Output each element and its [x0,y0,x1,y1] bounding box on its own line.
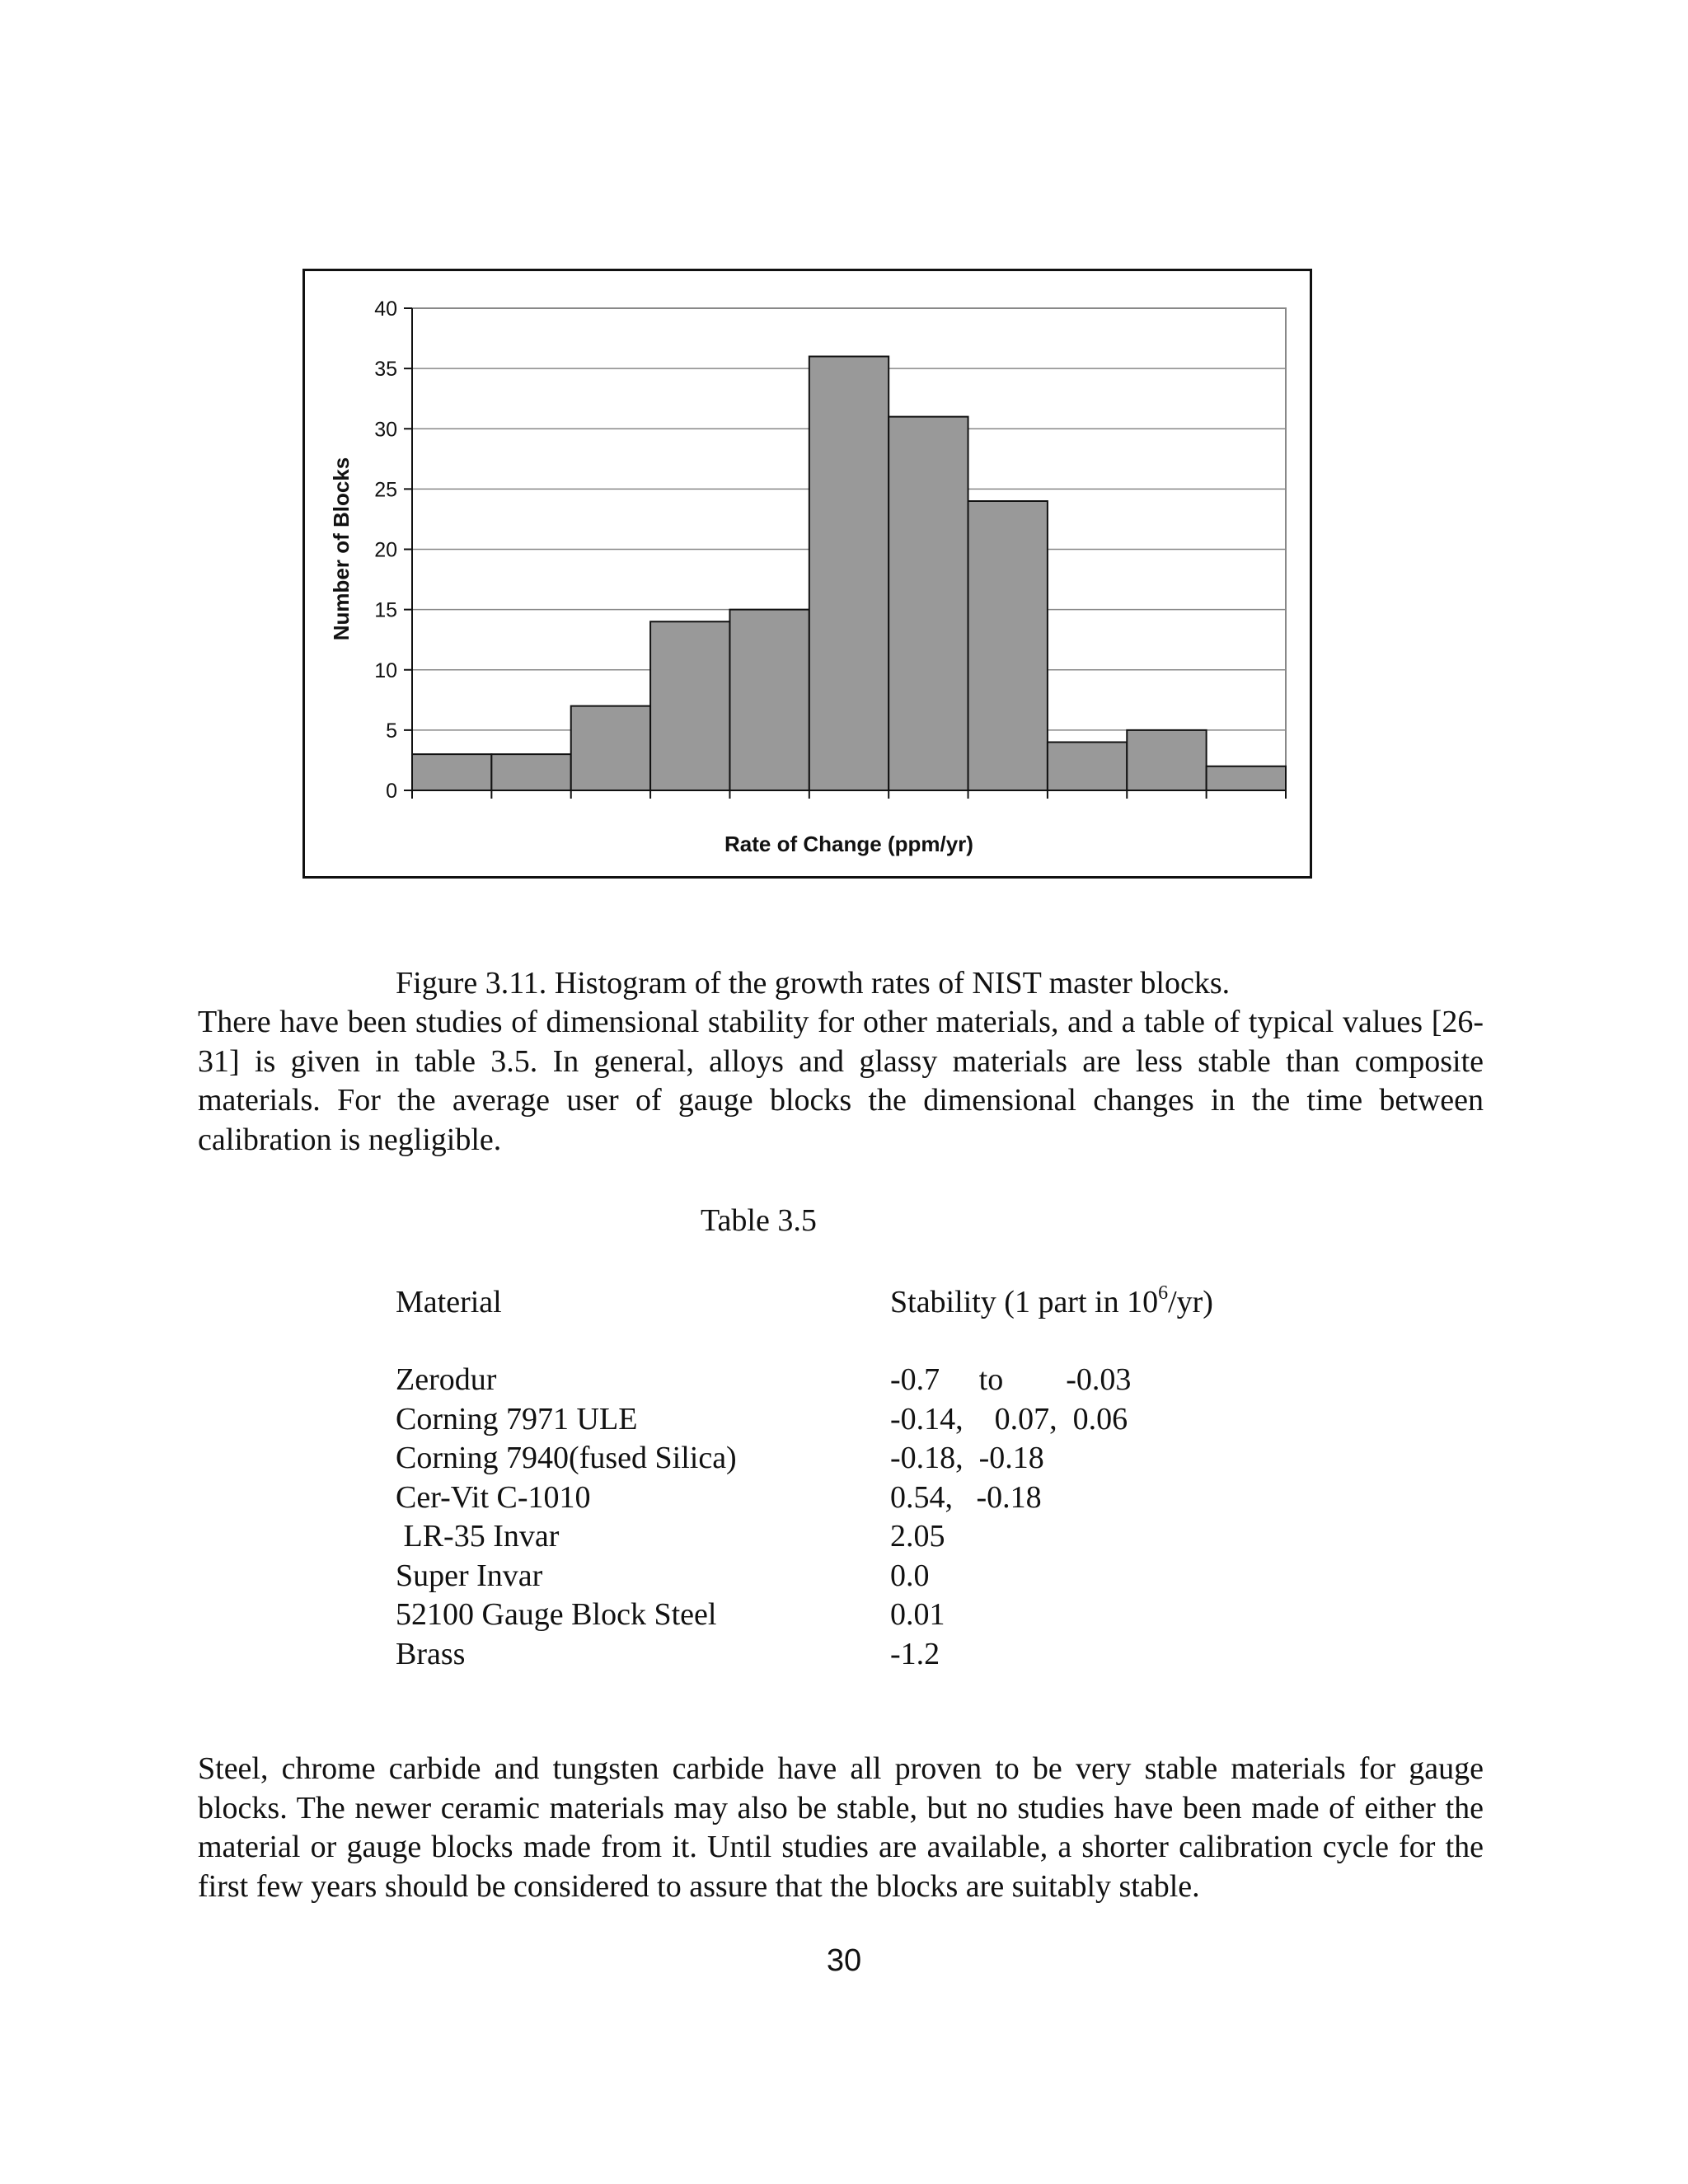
histogram-bar [889,417,968,790]
y-tick-label: 35 [374,358,397,382]
histogram-bar [729,610,809,790]
histogram-bar [650,621,729,790]
table-row [396,1479,1220,1518]
y-tick-label: 15 [374,598,397,622]
stability-cell: 2.05 [890,1519,945,1554]
paragraph-intro: There have been studies of dimensional stability for other materials, and a table of typical values [26-31] is given in table 3.5. In general, alloys and glassy materials are less stable than composite materials. For the average user of gauge blocks the dimensional changes in the time between calibration is negligible. [198,1005,1484,1157]
histogram-bar [968,501,1048,790]
material-cell: Cer-Vit C-1010 [396,1479,591,1515]
column-header-stability [890,1283,1213,1323]
histogram-bar [1127,730,1206,790]
histogram-bar [1048,743,1127,791]
stability-cell: 0.01 [890,1597,945,1632]
material-cell: LR-35 Invar [396,1519,560,1554]
stability-header-text: Stability (1 part in 10 [890,1285,1159,1319]
stability-header-exponent: 6 [1158,1282,1169,1304]
y-tick-label: 5 [386,719,397,743]
stability-cell: -0.18, -0.18 [890,1441,1044,1475]
stability-cell: -0.7 to -0.03 [890,1362,1132,1397]
material-cell: Brass [396,1636,466,1671]
material-cell: Zerodur [396,1362,497,1397]
y-tick-label: 40 [374,298,397,321]
histogram-chart [302,269,1312,879]
histogram-bar [809,357,889,791]
stability-cell: 0.0 [890,1558,930,1593]
stability-cell: -1.2 [890,1636,940,1671]
y-tick-label: 0 [386,780,397,803]
table-row [396,1400,1220,1440]
stability-table [396,1361,1220,1674]
histogram-bar [491,754,570,790]
material-cell: 52100 Gauge Block Steel [396,1597,717,1632]
x-axis-title: Rate of Change (ppm/yr) [724,832,973,856]
histogram-bar [571,706,650,790]
table-row [396,1557,1220,1596]
material-cell: Corning 7971 ULE [396,1401,638,1436]
stability-cell: -0.14, 0.07, 0.06 [890,1401,1128,1436]
table-title: Table 3.5 [701,1203,817,1238]
paragraph-conclusion: Steel, chrome carbide and tungsten carbide have all proven to be very stable materials for gauge blocks. The newer ceramic materials may also be stable, but no studies have been made of either the material or gauge blocks made from it. Until studies are available, a shorter calibration cycle for the first few years should be considered to assure that the blocks are suitably stable. [198,1751,1484,1904]
histogram-bar [412,754,491,790]
y-tick-label: 30 [374,418,397,442]
y-tick-label: 10 [374,658,397,682]
table-row [396,1439,1220,1479]
table-row [396,1361,1220,1400]
histogram-svg [305,271,1310,876]
stability-header-unit: /yr) [1168,1285,1213,1319]
y-tick-label: 25 [374,478,397,502]
table-row [396,1517,1220,1557]
histogram-bar [1207,766,1286,790]
table-row [396,1635,1220,1675]
y-axis-title: Number of Blocks [329,457,354,641]
column-header-material: Material [396,1285,502,1319]
stability-cell: 0.54, -0.18 [890,1479,1042,1515]
figure-caption: Figure 3.11. Histogram of the growth rates of NIST master blocks. [396,966,1231,1001]
page-number: 30 [826,1943,862,1978]
table-row [396,1596,1220,1635]
material-cell: Super Invar [396,1558,543,1593]
y-tick-label: 20 [374,538,397,562]
material-cell: Corning 7940(fused Silica) [396,1441,737,1475]
